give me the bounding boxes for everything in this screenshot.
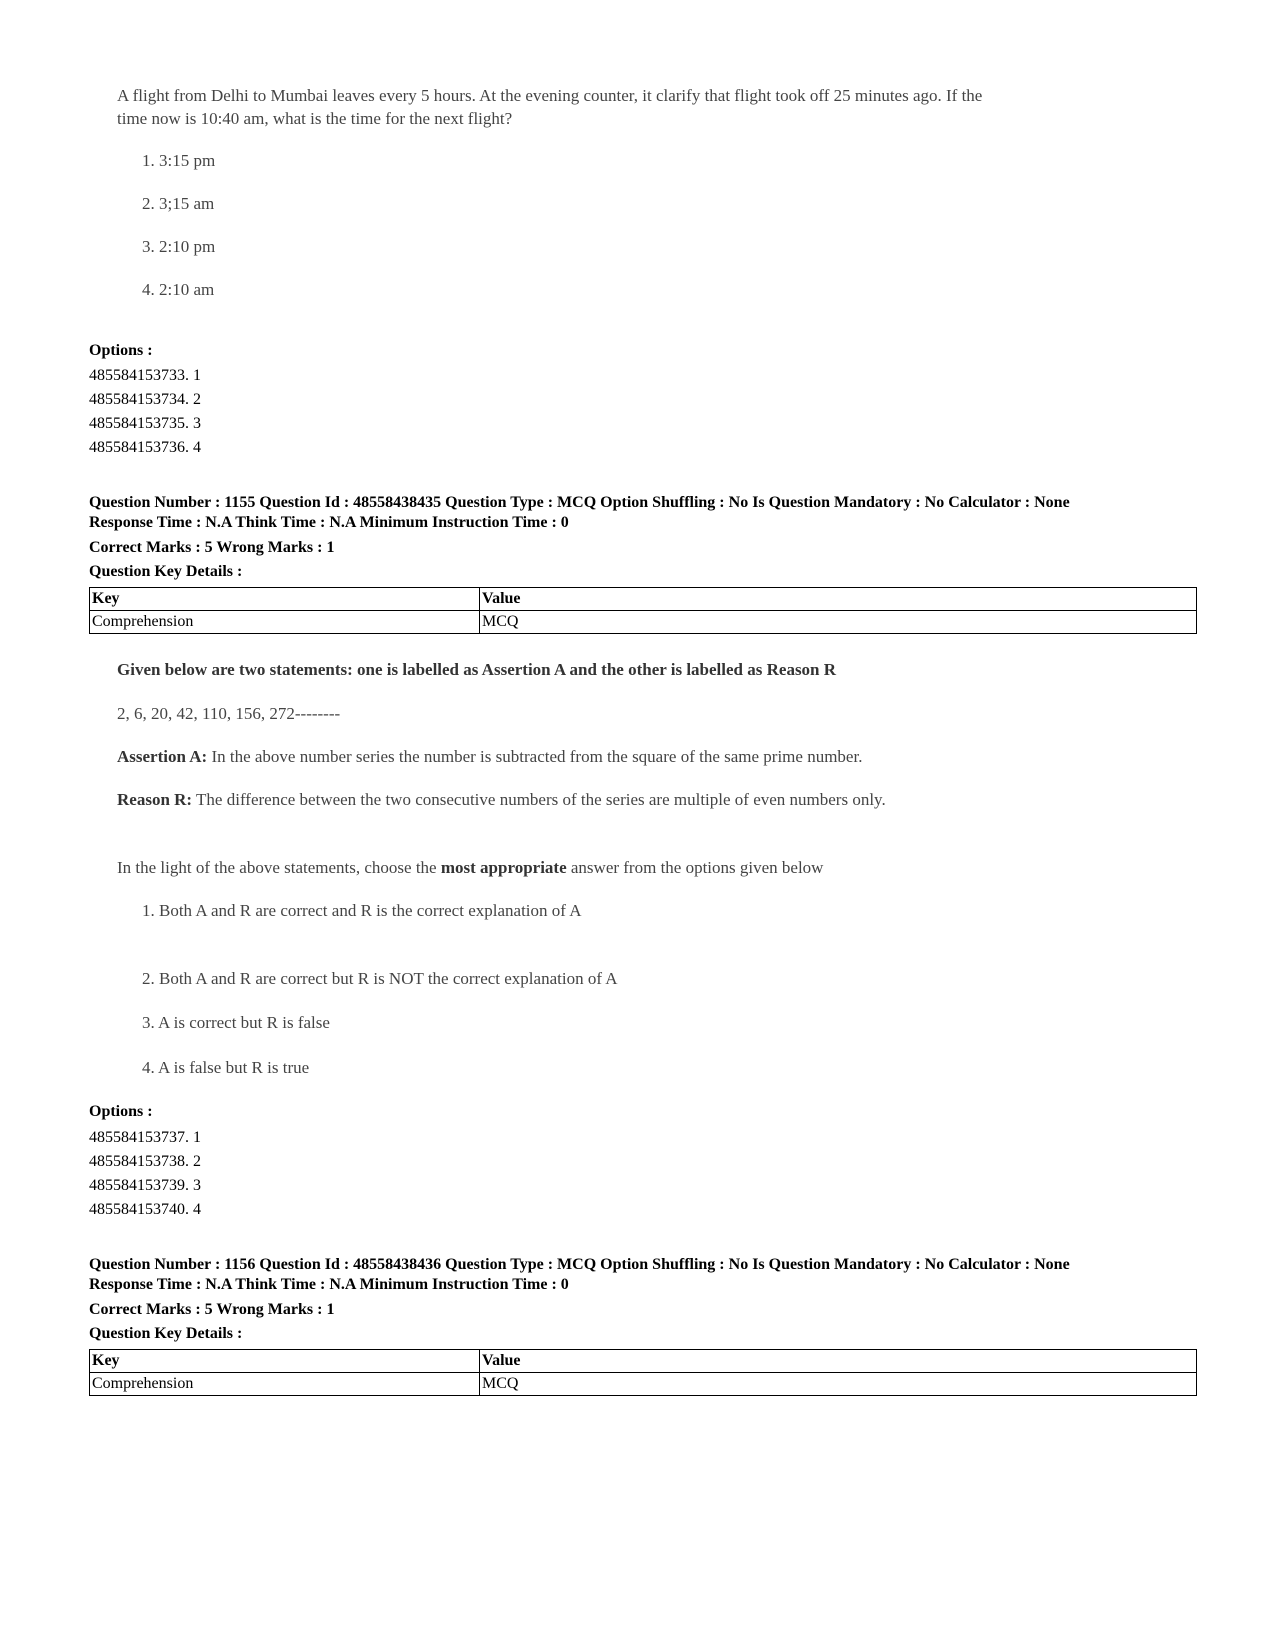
q1154-option-1: 485584153733. 1 — [89, 367, 201, 384]
instruction-pre: In the light of the above statements, choose the — [117, 858, 441, 877]
reason-label: Reason R: — [117, 790, 193, 809]
table-header-row — [90, 588, 1197, 611]
key-cell: Comprehension — [90, 611, 480, 634]
q1155-series: 2, 6, 20, 42, 110, 156, 272-------- — [117, 704, 341, 723]
table-header-row — [90, 1350, 1197, 1373]
reason-text: The difference between the two consecutive numbers of the series are multiple of even numbers only. — [192, 790, 886, 809]
q1155-options-label: Options : — [89, 1103, 153, 1120]
key-cell: Comprehension — [90, 1373, 480, 1396]
q1155-instruction — [117, 856, 1017, 879]
q1154-choice-2: 2. 3;15 am — [142, 194, 215, 213]
q1155-intro — [117, 658, 1017, 681]
q1155-marks: Correct Marks : 5 Wrong Marks : 1 — [89, 539, 335, 556]
table-row — [90, 1373, 1197, 1396]
q1154-choice-1: 1. 3:15 pm — [142, 151, 216, 170]
q1155-reason — [117, 788, 977, 811]
instruction-bold: most appropriate — [440, 858, 567, 877]
instruction-post: answer from the options given below — [566, 858, 824, 877]
q1154-stem: A flight from Delhi to Mumbai leaves every 5 hours. At the evening counter, it clarify that flight took off 25 minutes ago. If the time now is 10:40 am, what is the time for the next flight? — [117, 86, 983, 128]
q1155-meta-line2: Response Time : N.A Think Time : N.A Minimum Instruction Time : 0 — [89, 514, 569, 531]
q1156-key-table — [89, 1349, 1197, 1396]
q1155-key-details-label: Question Key Details : — [89, 563, 243, 580]
q1155-meta-line1: Question Number : 1155 Question Id : 48558438435 Question Type : MCQ Option Shuffling : No Is Question Mandatory : No Calculator : None — [89, 494, 1070, 511]
q1155-choice-2: 2. Both A and R are correct but R is NOT the correct explanation of A — [142, 969, 618, 988]
assertion-label: Assertion A: — [117, 747, 208, 766]
value-header: Value — [480, 1350, 1197, 1373]
q1155-choice-3: 3. A is correct but R is false — [142, 1013, 330, 1032]
q1156-meta-line2: Response Time : N.A Think Time : N.A Minimum Instruction Time : 0 — [89, 1276, 569, 1293]
value-header: Value — [480, 588, 1197, 611]
q1154-choice-3: 3. 2:10 pm — [142, 237, 216, 256]
q1155-option-2: 485584153738. 2 — [89, 1153, 201, 1170]
q1154-option-3: 485584153735. 3 — [89, 415, 201, 432]
q1156-marks: Correct Marks : 5 Wrong Marks : 1 — [89, 1301, 335, 1318]
key-header: Key — [90, 588, 480, 611]
q1156-meta-line1: Question Number : 1156 Question Id : 48558438436 Question Type : MCQ Option Shuffling : No Is Question Mandatory : No Calculator : None — [89, 1256, 1070, 1273]
q1154-option-2: 485584153734. 2 — [89, 391, 201, 408]
q1154-options-label: Options : — [89, 342, 153, 359]
q1155-option-3: 485584153739. 3 — [89, 1177, 201, 1194]
table-row — [90, 611, 1197, 634]
q1154-option-4: 485584153736. 4 — [89, 439, 201, 456]
key-header: Key — [90, 1350, 480, 1373]
q1155-option-4: 485584153740. 4 — [89, 1201, 201, 1218]
value-cell: MCQ — [480, 611, 1197, 634]
q1155-intro-text: Given below are two statements: one is labelled as Assertion A and the other is labelled as Reason R — [117, 660, 837, 679]
q1155-key-table — [89, 587, 1197, 634]
q1155-choice-4: 4. A is false but R is true — [142, 1058, 310, 1077]
q1154-choice-4: 4. 2:10 am — [142, 280, 215, 299]
q1155-choice-1: 1. Both A and R are correct and R is the correct explanation of A — [142, 901, 582, 920]
q1155-option-1: 485584153737. 1 — [89, 1129, 201, 1146]
value-cell: MCQ — [480, 1373, 1197, 1396]
q1155-assertion — [117, 745, 1017, 768]
q1156-key-details-label: Question Key Details : — [89, 1325, 243, 1342]
assertion-text: In the above number series the number is subtracted from the square of the same prime number. — [207, 747, 863, 766]
